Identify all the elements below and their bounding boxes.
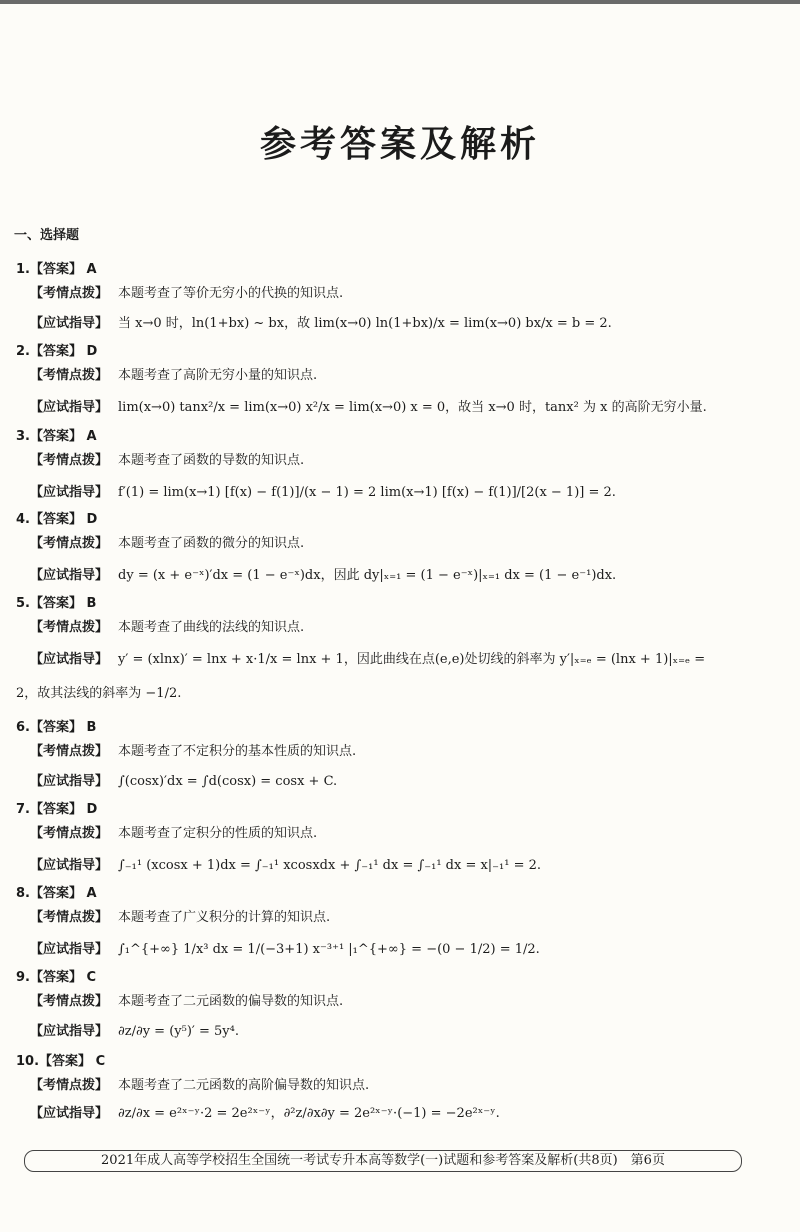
answer-label: 【答案】 <box>29 970 82 985</box>
point-text: 本题考查了函数的微分的知识点. <box>118 536 305 551</box>
guide-text: dy = (x + e⁻ˣ)′dx = (1 − e⁻ˣ)dx，因此 dy|ₓ₌₁ = (1 − e⁻ˣ)|ₓ₌₁ dx = (1 − e⁻¹)dx. <box>118 568 617 583</box>
guide-label: 【应试指导】 <box>30 568 109 583</box>
guide-continuation <box>16 682 181 701</box>
answer-value: A <box>86 886 97 901</box>
question-number: 1. <box>16 262 30 277</box>
guide-label: 【应试指导】 <box>30 1106 109 1121</box>
answer-label: 【答案】 <box>39 1054 92 1069</box>
guide-text: f′(1) = lim(x→1) [f(x) − f(1)]/(x − 1) = 2 lim(x→1) [f(x) − f(1)]/[2(x − 1)] = 2. <box>118 485 616 500</box>
point-line <box>30 449 304 468</box>
page-footer: 2021年成人高等学校招生全国统一考试专升本高等数学(一)试题和参考答案及解析(共8页) 第6页 <box>24 1150 742 1172</box>
guide-text-continued: 2，故其法线的斜率为 −1/2. <box>16 686 182 701</box>
guide-label: 【应试指导】 <box>30 774 109 789</box>
question-number: 3. <box>16 429 30 444</box>
question-number: 2. <box>16 344 30 359</box>
point-text: 本题考查了不定积分的基本性质的知识点. <box>118 744 357 759</box>
guide-text: lim(x→0) tanx²/x = lim(x→0) x²/x = lim(x→0) x = 0，故当 x→0 时，tanx² 为 x 的高阶无穷小量. <box>118 400 707 415</box>
point-label: 【考情点拨】 <box>30 286 109 301</box>
answer-value: D <box>86 512 98 527</box>
point-text: 本题考查了高阶无穷小量的知识点. <box>118 368 318 383</box>
question-number: 5. <box>16 596 30 611</box>
question-number: 9. <box>16 970 30 985</box>
guide-text: ∫₁^{+∞} 1/x³ dx = 1/(−3+1) x⁻³⁺¹ |₁^{+∞} = −(0 − 1/2) = 1/2. <box>118 942 540 957</box>
guide-label: 【应试指导】 <box>30 1024 109 1039</box>
guide-label: 【应试指导】 <box>30 400 109 415</box>
answer-label: 【答案】 <box>29 720 82 735</box>
section-heading: 一、选择题 <box>14 228 80 243</box>
question-number: 6. <box>16 720 30 735</box>
point-line <box>30 282 343 301</box>
point-label: 【考情点拨】 <box>30 368 109 383</box>
answer-line <box>16 508 97 527</box>
answer-value: A <box>86 262 97 277</box>
point-label: 【考情点拨】 <box>30 453 109 468</box>
answer-value: D <box>86 802 98 817</box>
point-text: 本题考查了等价无穷小的代换的知识点. <box>118 286 344 301</box>
point-line <box>30 616 304 635</box>
guide-text: ∂z/∂y = (y⁵)′ = 5y⁴. <box>118 1024 239 1039</box>
answer-label: 【答案】 <box>29 262 82 277</box>
guide-line <box>30 396 707 415</box>
point-line <box>30 1074 369 1093</box>
point-line <box>30 906 330 925</box>
point-label: 【考情点拨】 <box>30 910 109 925</box>
point-text: 本题考查了广义积分的计算的知识点. <box>118 910 331 925</box>
answer-label: 【答案】 <box>29 429 82 444</box>
answer-label: 【答案】 <box>29 344 82 359</box>
question-number: 4. <box>16 512 30 527</box>
question-number: 7. <box>16 802 30 817</box>
answer-label: 【答案】 <box>29 596 82 611</box>
answer-line <box>16 425 97 444</box>
guide-line <box>30 770 337 789</box>
point-label: 【考情点拨】 <box>30 994 109 1009</box>
answer-value: B <box>86 596 97 611</box>
answer-value: D <box>86 344 98 359</box>
guide-label: 【应试指导】 <box>30 485 109 500</box>
point-label: 【考情点拨】 <box>30 620 109 635</box>
guide-line <box>30 1020 239 1039</box>
point-text: 本题考查了二元函数的偏导数的知识点. <box>118 994 344 1009</box>
point-text: 本题考查了函数的导数的知识点. <box>118 453 305 468</box>
guide-label: 【应试指导】 <box>30 858 109 873</box>
answer-label: 【答案】 <box>29 802 82 817</box>
point-label: 【考情点拨】 <box>30 1078 109 1093</box>
guide-line <box>30 854 541 873</box>
answer-line <box>16 716 96 735</box>
answer-line <box>16 798 97 817</box>
guide-line <box>30 938 540 957</box>
guide-line <box>30 481 616 500</box>
guide-text: ∫(cosx)′dx = ∫d(cosx) = cosx + C. <box>118 774 338 789</box>
guide-line <box>30 1102 500 1121</box>
top-border <box>0 0 800 4</box>
guide-text: 当 x→0 时，ln(1+bx) ~ bx，故 lim(x→0) ln(1+bx)/x = lim(x→0) bx/x = b = 2. <box>118 316 612 331</box>
point-label: 【考情点拨】 <box>30 826 109 841</box>
answer-line <box>16 882 97 901</box>
question-number: 8. <box>16 886 30 901</box>
answer-line <box>16 966 96 985</box>
guide-text: ∂z/∂x = e²ˣ⁻ʸ·2 = 2e²ˣ⁻ʸ，∂²z/∂x∂y = 2e²ˣ⁻ʸ·(−1) = −2e²ˣ⁻ʸ. <box>118 1106 500 1121</box>
answer-label: 【答案】 <box>29 886 82 901</box>
point-text: 本题考查了定积分的性质的知识点. <box>118 826 318 841</box>
answer-value: B <box>86 720 97 735</box>
point-line <box>30 740 356 759</box>
point-label: 【考情点拨】 <box>30 744 109 759</box>
answer-line <box>16 340 97 359</box>
answer-value: C <box>95 1054 106 1069</box>
point-line <box>30 990 343 1009</box>
guide-line <box>30 648 705 667</box>
guide-label: 【应试指导】 <box>30 942 109 957</box>
guide-text: ∫₋₁¹ (xcosx + 1)dx = ∫₋₁¹ xcosxdx + ∫₋₁¹ dx = ∫₋₁¹ dx = x|₋₁¹ = 2. <box>118 858 542 873</box>
answer-label: 【答案】 <box>29 512 82 527</box>
point-text: 本题考查了二元函数的高阶偏导数的知识点. <box>118 1078 370 1093</box>
point-label: 【考情点拨】 <box>30 536 109 551</box>
point-line <box>30 364 317 383</box>
page-title: 参考答案及解析 <box>259 124 540 165</box>
answer-line <box>16 1050 105 1069</box>
guide-label: 【应试指导】 <box>30 652 109 667</box>
guide-line <box>30 564 616 583</box>
point-line <box>30 822 317 841</box>
answer-value: A <box>86 429 97 444</box>
answer-line <box>16 258 97 277</box>
guide-label: 【应试指导】 <box>30 316 109 331</box>
point-text: 本题考查了曲线的法线的知识点. <box>118 620 305 635</box>
answer-line <box>16 592 96 611</box>
guide-text: y′ = (xlnx)′ = lnx + x·1/x = lnx + 1，因此曲线在点(e,e)处切线的斜率为 y′|ₓ₌ₑ = (lnx + 1)|ₓ₌ₑ = <box>118 652 706 667</box>
answer-value: C <box>86 970 97 985</box>
point-line <box>30 532 304 551</box>
question-number: 10. <box>16 1054 40 1069</box>
guide-line <box>30 312 612 331</box>
